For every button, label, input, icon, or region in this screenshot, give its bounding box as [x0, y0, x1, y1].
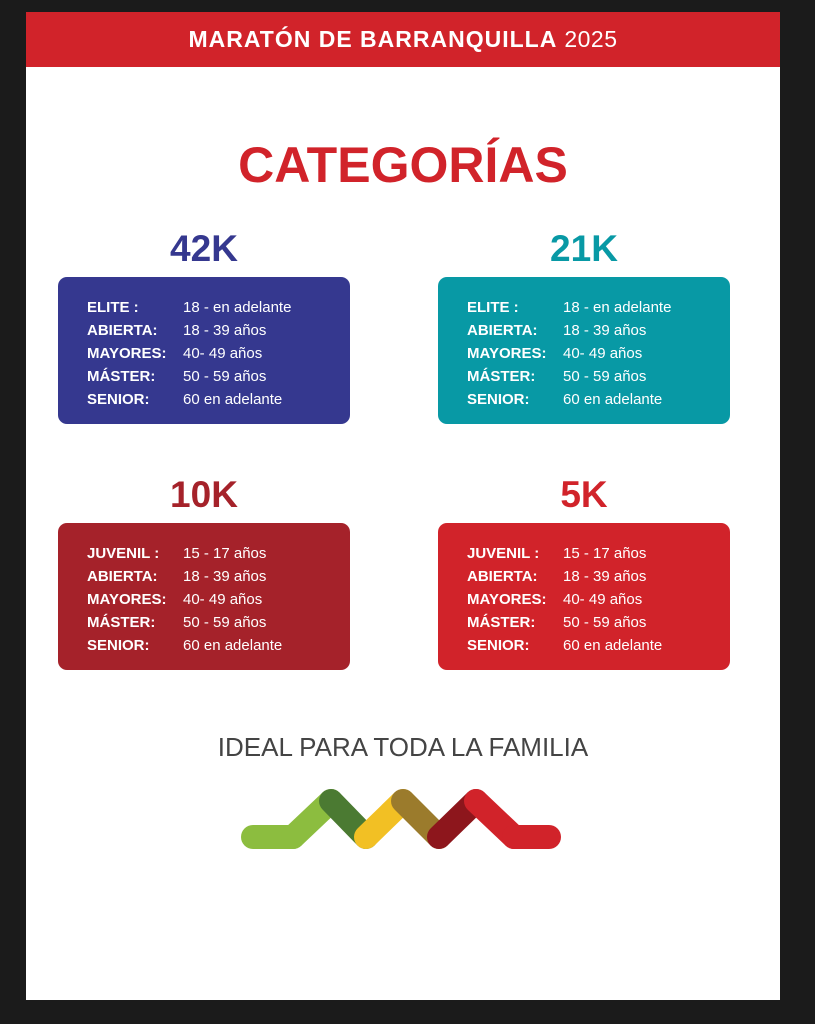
tagline: IDEAL PARA TODA LA FAMILIA — [217, 732, 589, 762]
category-age: 60 en adelante — [183, 391, 283, 408]
category-name: MAYORES: — [87, 591, 167, 608]
category-row — [467, 365, 730, 388]
category-age: 18 - en adelante — [563, 299, 672, 316]
category-age: 60 en adelante — [563, 391, 663, 408]
distance-label-5k: 5K — [560, 474, 608, 515]
category-row — [467, 319, 730, 342]
category-name: SENIOR: — [467, 637, 530, 654]
category-name: JUVENIL : — [467, 545, 540, 562]
category-age: 50 - 59 años — [183, 614, 267, 631]
category-row — [467, 388, 730, 411]
distance-label-42k: 42K — [170, 228, 238, 269]
category-box-10k — [58, 523, 350, 670]
category-name: MAYORES: — [467, 345, 547, 362]
category-name: MÁSTER: — [87, 368, 156, 385]
category-age: 18 - 39 años — [183, 322, 267, 339]
category-row — [87, 319, 350, 342]
category-age: 50 - 59 años — [563, 614, 647, 631]
category-name: JUVENIL : — [87, 545, 160, 562]
category-name: ABIERTA: — [87, 322, 158, 339]
category-age: 40- 49 años — [563, 591, 643, 608]
category-box-21k — [438, 277, 730, 424]
category-name: ELITE : — [87, 299, 139, 316]
category-name: ABIERTA: — [467, 568, 538, 585]
main-title: CATEGORÍAS — [238, 137, 568, 193]
category-row — [87, 588, 350, 611]
header-title: MARATÓN DE BARRANQUILLA — [188, 26, 558, 52]
category-age: 18 - 39 años — [563, 322, 647, 339]
category-row — [87, 296, 350, 319]
poster-page — [26, 12, 780, 1000]
category-row — [87, 388, 350, 411]
category-name: SENIOR: — [467, 391, 530, 408]
category-age: 50 - 59 años — [563, 368, 647, 385]
category-row — [87, 542, 350, 565]
category-age: 50 - 59 años — [183, 368, 267, 385]
category-name: ABIERTA: — [87, 568, 158, 585]
category-age: 40- 49 años — [183, 591, 263, 608]
zigzag-logo-icon — [231, 782, 571, 872]
category-box-42k — [58, 277, 350, 424]
category-row — [87, 611, 350, 634]
category-name: MAYORES: — [87, 345, 167, 362]
category-name: MÁSTER: — [87, 614, 156, 631]
category-row — [87, 565, 350, 588]
category-row — [467, 565, 730, 588]
category-age: 40- 49 años — [563, 345, 643, 362]
category-name: SENIOR: — [87, 391, 150, 408]
category-row — [87, 365, 350, 388]
category-name: ELITE : — [467, 299, 519, 316]
category-age: 60 en adelante — [183, 637, 283, 654]
category-row — [87, 342, 350, 365]
category-age: 60 en adelante — [563, 637, 663, 654]
category-age: 18 - 39 años — [183, 568, 267, 585]
category-age: 15 - 17 años — [563, 545, 647, 562]
category-name: MAYORES: — [467, 591, 547, 608]
category-row — [467, 342, 730, 365]
category-row — [467, 296, 730, 319]
category-row — [467, 542, 730, 565]
category-age: 18 - en adelante — [183, 299, 292, 316]
header-band — [26, 12, 780, 67]
category-row — [467, 588, 730, 611]
category-box-5k — [438, 523, 730, 670]
category-name: SENIOR: — [87, 637, 150, 654]
category-age: 18 - 39 años — [563, 568, 647, 585]
category-name: MÁSTER: — [467, 614, 536, 631]
distance-label-21k: 21K — [550, 228, 618, 269]
header-year: 2025 — [564, 26, 618, 52]
category-row — [467, 611, 730, 634]
category-row — [467, 634, 730, 657]
category-age: 15 - 17 años — [183, 545, 267, 562]
distance-label-10k: 10K — [170, 474, 238, 515]
category-name: MÁSTER: — [467, 368, 536, 385]
category-name: ABIERTA: — [467, 322, 538, 339]
category-row — [87, 634, 350, 657]
category-age: 40- 49 años — [183, 345, 263, 362]
